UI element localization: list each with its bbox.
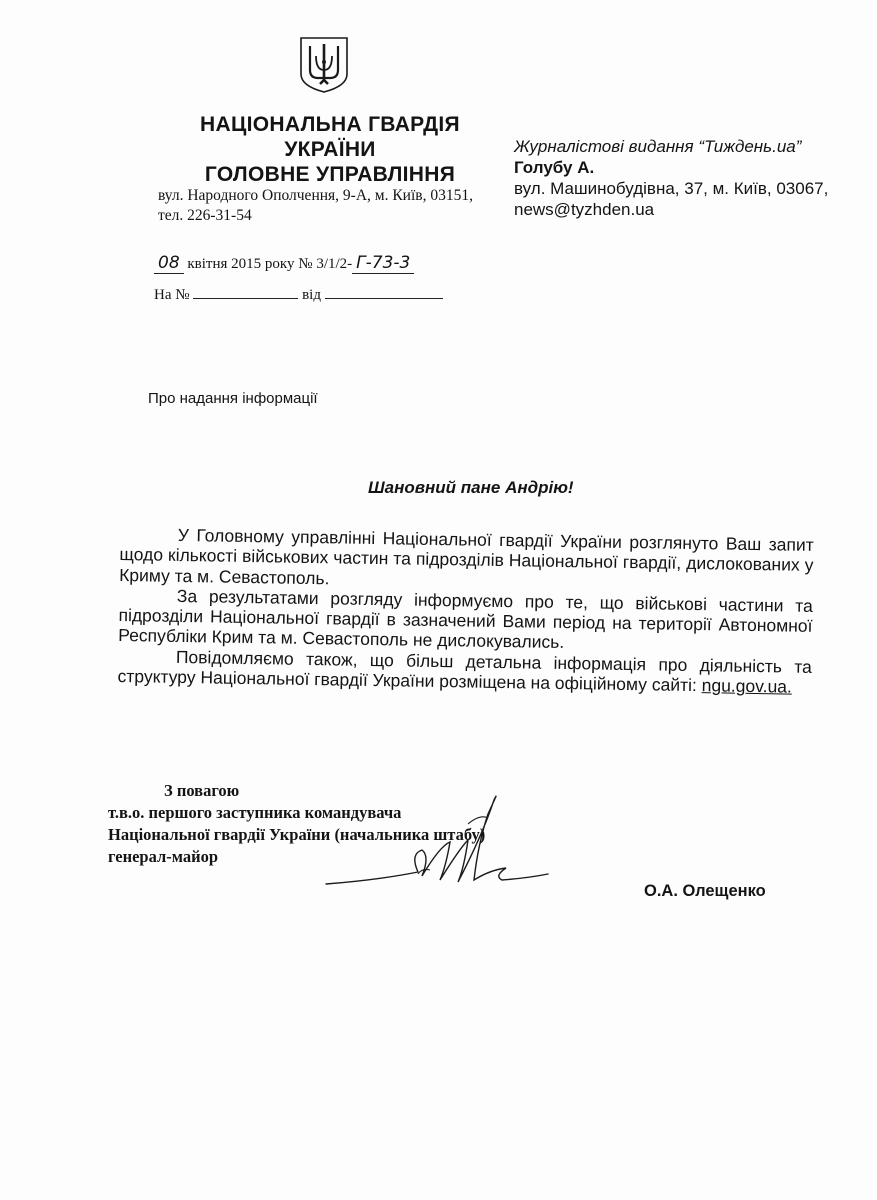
body-paragraph-3-text: Повідомляємо також, що більш детальна інформація про діяльність та структуру Національної гвардії України розміщена на офіційному сайті: xyxy=(117,646,813,696)
org-title-line3: ГОЛОВНЕ УПРАВЛІННЯ xyxy=(204,163,456,186)
registration-line xyxy=(154,253,484,274)
reference-label: На № xyxy=(154,287,190,303)
number-label: № xyxy=(298,256,313,272)
recipient-line1: Журналістові видання “Тиждень.ua” xyxy=(514,137,802,156)
closing-regards: З повагою xyxy=(164,781,240,800)
closing-organization: Національної гвардії України (начальника штабу) xyxy=(108,825,486,844)
recipient-email: news@tyzhden.ua xyxy=(514,200,655,219)
closing-position: т.в.о. першого заступника командувача xyxy=(108,803,402,822)
reference-number-blank xyxy=(193,284,298,299)
website-link[interactable]: ngu.gov.ua. xyxy=(701,675,793,697)
closing-block xyxy=(108,780,485,868)
reference-date-blank xyxy=(325,284,443,299)
letter-subject: Про надання інформації xyxy=(148,390,318,407)
recipient-name: Голубу А. xyxy=(514,158,595,177)
closing-rank: генерал-майор xyxy=(108,847,219,866)
org-title-line2: УКРАЇНИ xyxy=(284,138,376,161)
outgoing-number: 3/1/2- xyxy=(316,256,353,272)
trident-emblem-icon xyxy=(298,36,350,94)
outgoing-number-handwritten: Г-73-3 xyxy=(352,253,414,274)
recipient-block xyxy=(514,136,864,220)
body-paragraph-1: У Головному управлінні Національної гвардії України розглянуто Ваш запит щодо кількості військових частин та підрозділів Національної гвардії, дислокованих у Криму та м. Севастополь. xyxy=(119,524,814,588)
organization-title xyxy=(180,112,480,187)
recipient-address: вул. Машинобудівна, 37, м. Київ, 03067, xyxy=(514,179,829,198)
reference-date-label: від xyxy=(302,287,321,303)
salutation: Шановний пане Андрію! xyxy=(368,478,574,497)
letter-body xyxy=(117,524,813,697)
organization-address: вул. Народного Ополчення, 9-А, м. Київ, 03151, тел. 226-31-54 xyxy=(158,187,473,224)
date-month-year: квітня 2015 року xyxy=(187,256,295,272)
reference-line xyxy=(154,284,443,304)
date-day: 08 xyxy=(154,253,184,274)
body-paragraph-2: За результатами розгляду інформуємо про те, що військові частини та підрозділи Національної гвардії в зазначений Вами період на території Автономної Республіки Крим та м. Севастополь не дислокувались. xyxy=(118,585,813,653)
signer-name: О.А. Олещенко xyxy=(644,882,766,900)
org-title-line1: НАЦІОНАЛЬНА ГВАРДІЯ xyxy=(200,113,460,136)
